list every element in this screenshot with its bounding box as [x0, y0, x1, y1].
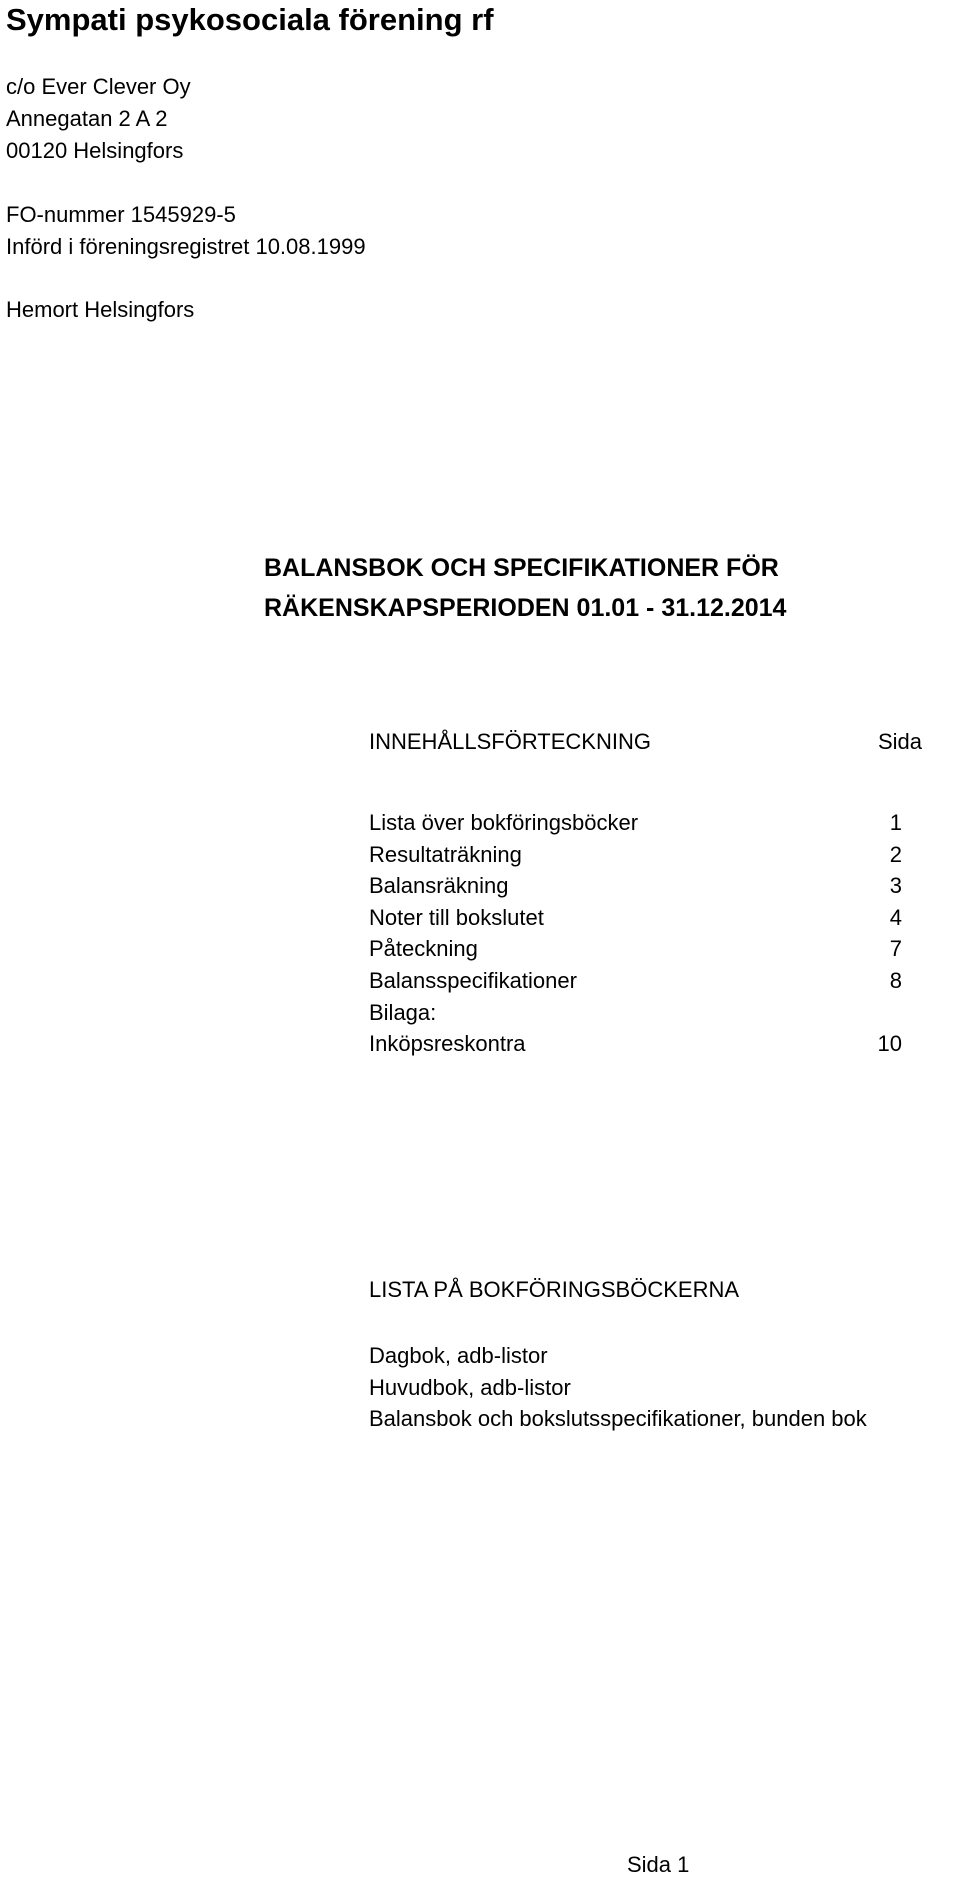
toc-item-page: 8 — [889, 967, 902, 993]
toc-item-label: Inköpsreskontra — [369, 1031, 526, 1057]
toc-item-page: 2 — [889, 841, 902, 867]
toc-list — [369, 807, 922, 1060]
domicile: Hemort Helsingfors — [6, 297, 195, 322]
bookkeeping-books-section — [369, 1275, 867, 1435]
toc-item — [369, 933, 922, 965]
toc-item-label: Lista över bokföringsböcker — [369, 810, 639, 835]
table-of-contents — [369, 727, 922, 1060]
report-title-line-2: RÄKENSKAPSPERIODEN 01.01 - 31.12.2014 — [264, 594, 787, 622]
toc-item-label: Resultaträkning — [369, 841, 522, 867]
toc-item — [369, 807, 922, 839]
toc-item — [369, 997, 922, 1029]
toc-item — [369, 839, 922, 871]
toc-item — [369, 870, 922, 902]
books-item: Huvudbok, adb-listor — [369, 1374, 571, 1400]
business-id: FO-nummer 1545929-5 — [6, 202, 236, 227]
organization-name: Sympati psykosociala förening rf — [6, 2, 494, 37]
toc-item-label: Påteckning — [369, 936, 478, 962]
toc-heading: INNEHÅLLSFÖRTECKNING — [369, 729, 651, 754]
books-list — [369, 1340, 867, 1435]
address-line-3: 00120 Helsingfors — [6, 138, 184, 163]
toc-page-heading: Sida — [877, 729, 922, 754]
toc-item — [369, 965, 922, 997]
toc-item — [369, 902, 922, 934]
address-line-1: c/o Ever Clever Oy — [6, 74, 191, 99]
registration-info: Införd i föreningsregistret 10.08.1999 — [6, 234, 366, 259]
toc-item-page: 10 — [877, 1031, 902, 1057]
toc-item-page: 3 — [889, 873, 902, 899]
address-line-2: Annegatan 2 A 2 — [6, 106, 168, 131]
toc-item-label: Balansräkning — [369, 873, 509, 899]
books-item: Balansbok och bokslutsspecifikationer, bunden bok — [369, 1406, 867, 1432]
toc-item-page — [862, 997, 922, 1029]
toc-item-page: 7 — [889, 936, 902, 962]
books-item: Dagbok, adb-listor — [369, 1343, 548, 1368]
toc-header — [369, 727, 922, 757]
toc-item — [369, 1028, 922, 1060]
toc-item-page: 1 — [889, 810, 902, 835]
toc-item-label: Bilaga: — [369, 999, 437, 1025]
toc-item-label: Noter till bokslutet — [369, 904, 544, 930]
report-title-line-1: BALANSBOK OCH SPECIFIKATIONER FÖR — [264, 554, 779, 582]
books-heading: LISTA PÅ BOKFÖRINGSBÖCKERNA — [369, 1277, 740, 1302]
page-number: Sida 1 — [627, 1852, 690, 1877]
toc-item-page: 4 — [889, 904, 902, 930]
toc-item-label: Balansspecifikationer — [369, 967, 577, 993]
